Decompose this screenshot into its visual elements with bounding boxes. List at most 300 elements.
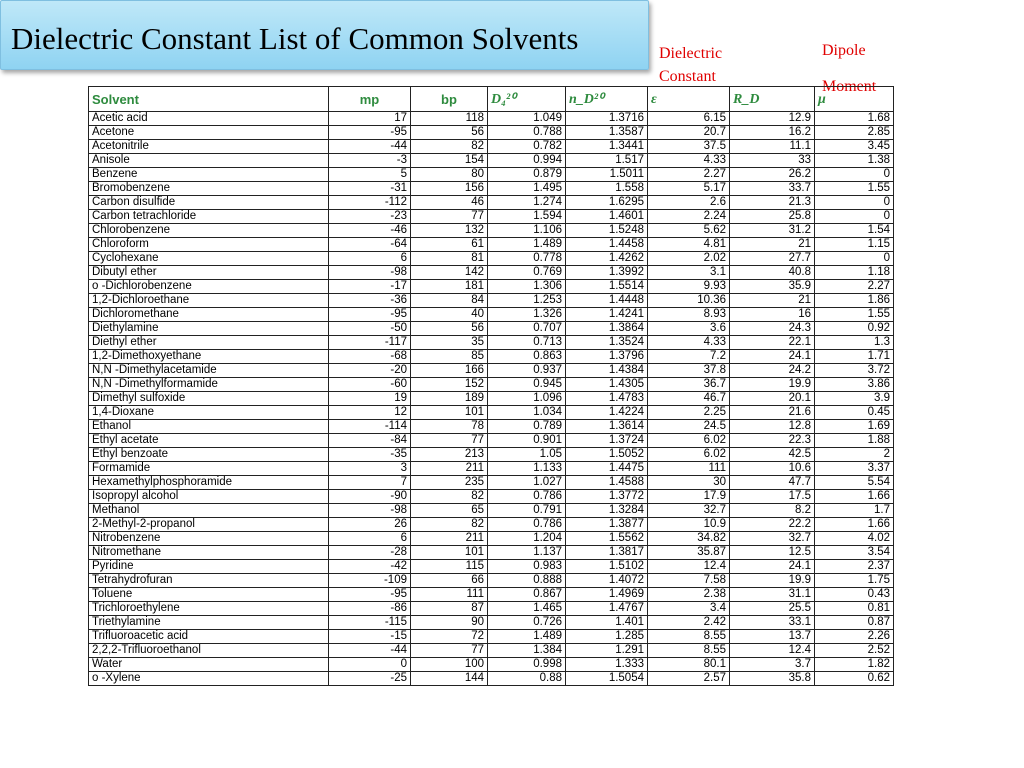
value-cell: 115 — [411, 560, 488, 574]
value-cell: 77 — [411, 434, 488, 448]
solvent-name-cell: 2-Methyl-2-propanol — [89, 518, 329, 532]
value-cell: 2.85 — [815, 126, 894, 140]
value-cell: 1.5248 — [566, 224, 648, 238]
value-cell: 78 — [411, 420, 488, 434]
value-cell: 46.7 — [648, 392, 730, 406]
value-cell: -109 — [329, 574, 411, 588]
value-cell: 22.2 — [730, 518, 815, 532]
value-cell: 111 — [648, 462, 730, 476]
value-cell: 21.6 — [730, 406, 815, 420]
header-refractive-index: n_D²⁰ — [566, 87, 648, 112]
table-row — [89, 266, 894, 280]
value-cell: 3.1 — [648, 266, 730, 280]
table-row — [89, 518, 894, 532]
value-cell: 0 — [329, 658, 411, 672]
value-cell: 65 — [411, 504, 488, 518]
value-cell: 213 — [411, 448, 488, 462]
value-cell: 87 — [411, 602, 488, 616]
value-cell: 152 — [411, 378, 488, 392]
solvent-name-cell: Trifluoroacetic acid — [89, 630, 329, 644]
value-cell: 12.9 — [730, 112, 815, 126]
header-mp: mp — [329, 87, 411, 112]
solvent-name-cell: Carbon disulfide — [89, 196, 329, 210]
value-cell: 0.788 — [488, 126, 566, 140]
table-row — [89, 378, 894, 392]
value-cell: 1.326 — [488, 308, 566, 322]
value-cell: 1.285 — [566, 630, 648, 644]
value-cell: 1.3524 — [566, 336, 648, 350]
value-cell: 11.1 — [730, 140, 815, 154]
solvent-name-cell: Nitromethane — [89, 546, 329, 560]
value-cell: 1.4601 — [566, 210, 648, 224]
value-cell: 81 — [411, 252, 488, 266]
value-cell: 1.18 — [815, 266, 894, 280]
table-row — [89, 196, 894, 210]
value-cell: 30 — [648, 476, 730, 490]
value-cell: -42 — [329, 560, 411, 574]
solvent-name-cell: Diethyl ether — [89, 336, 329, 350]
value-cell: 0.998 — [488, 658, 566, 672]
value-cell: -98 — [329, 266, 411, 280]
value-cell: 0.707 — [488, 322, 566, 336]
value-cell: -60 — [329, 378, 411, 392]
table-row — [89, 350, 894, 364]
header-solvent: Solvent — [89, 87, 329, 112]
table-row — [89, 672, 894, 686]
value-cell: 90 — [411, 616, 488, 630]
value-cell: 3.4 — [648, 602, 730, 616]
value-cell: 1.253 — [488, 294, 566, 308]
value-cell: 8.55 — [648, 630, 730, 644]
value-cell: 4.81 — [648, 238, 730, 252]
value-cell: 13.7 — [730, 630, 815, 644]
value-cell: 22.3 — [730, 434, 815, 448]
value-cell: 34.82 — [648, 532, 730, 546]
value-cell: 2.52 — [815, 644, 894, 658]
value-cell: 2.24 — [648, 210, 730, 224]
solvent-name-cell: Carbon tetrachloride — [89, 210, 329, 224]
header-epsilon: ε — [648, 87, 730, 112]
value-cell: 12.4 — [648, 560, 730, 574]
value-cell: 0.863 — [488, 350, 566, 364]
value-cell: 1.137 — [488, 546, 566, 560]
value-cell: 3.72 — [815, 364, 894, 378]
value-cell: 0 — [815, 196, 894, 210]
value-cell: -84 — [329, 434, 411, 448]
solvent-name-cell: Ethanol — [89, 420, 329, 434]
value-cell: 3.9 — [815, 392, 894, 406]
value-cell: 1.3724 — [566, 434, 648, 448]
value-cell: 36.7 — [648, 378, 730, 392]
table-row — [89, 280, 894, 294]
solvent-name-cell: Ethyl acetate — [89, 434, 329, 448]
value-cell: 1.15 — [815, 238, 894, 252]
table-row — [89, 434, 894, 448]
value-cell: 16.2 — [730, 126, 815, 140]
value-cell: 56 — [411, 126, 488, 140]
value-cell: -23 — [329, 210, 411, 224]
value-cell: -17 — [329, 280, 411, 294]
value-cell: 0.937 — [488, 364, 566, 378]
value-cell: 2.42 — [648, 616, 730, 630]
value-cell: 100 — [411, 658, 488, 672]
value-cell: 1.049 — [488, 112, 566, 126]
value-cell: 12 — [329, 406, 411, 420]
value-cell: -31 — [329, 182, 411, 196]
value-cell: 2.26 — [815, 630, 894, 644]
value-cell: 5.62 — [648, 224, 730, 238]
value-cell: 35 — [411, 336, 488, 350]
value-cell: 84 — [411, 294, 488, 308]
value-cell: 0.45 — [815, 406, 894, 420]
value-cell: 1.4241 — [566, 308, 648, 322]
table-row — [89, 560, 894, 574]
solvent-name-cell: Triethylamine — [89, 616, 329, 630]
value-cell: 1.6295 — [566, 196, 648, 210]
solvent-name-cell: 1,2-Dimethoxyethane — [89, 350, 329, 364]
value-cell: 0.867 — [488, 588, 566, 602]
value-cell: 3.45 — [815, 140, 894, 154]
value-cell: 1.4224 — [566, 406, 648, 420]
value-cell: 0.43 — [815, 588, 894, 602]
header-mu: μ — [815, 87, 894, 112]
value-cell: -98 — [329, 504, 411, 518]
value-cell: 21 — [730, 238, 815, 252]
solvent-name-cell: Isopropyl alcohol — [89, 490, 329, 504]
value-cell: -95 — [329, 126, 411, 140]
value-cell: 42.5 — [730, 448, 815, 462]
value-cell: 8.2 — [730, 504, 815, 518]
value-cell: 17.9 — [648, 490, 730, 504]
value-cell: 37.8 — [648, 364, 730, 378]
value-cell: 5.17 — [648, 182, 730, 196]
value-cell: 21.3 — [730, 196, 815, 210]
value-cell: 1.4767 — [566, 602, 648, 616]
value-cell: 1.204 — [488, 532, 566, 546]
solvent-name-cell: Formamide — [89, 462, 329, 476]
table-row — [89, 112, 894, 126]
value-cell: 0.769 — [488, 266, 566, 280]
value-cell: 82 — [411, 518, 488, 532]
solvent-name-cell: Methanol — [89, 504, 329, 518]
value-cell: 80.1 — [648, 658, 730, 672]
value-cell: -114 — [329, 420, 411, 434]
value-cell: 1.274 — [488, 196, 566, 210]
value-cell: 0 — [815, 168, 894, 182]
value-cell: 1.5514 — [566, 280, 648, 294]
table-row — [89, 168, 894, 182]
solvents-table — [88, 86, 894, 686]
value-cell: -95 — [329, 308, 411, 322]
value-cell: 1.4969 — [566, 588, 648, 602]
value-cell: 1.4384 — [566, 364, 648, 378]
table-row — [89, 588, 894, 602]
value-cell: 82 — [411, 490, 488, 504]
value-cell: 19.9 — [730, 574, 815, 588]
value-cell: 0.87 — [815, 616, 894, 630]
solvent-name-cell: Dimethyl sulfoxide — [89, 392, 329, 406]
table-row — [89, 546, 894, 560]
value-cell: 235 — [411, 476, 488, 490]
value-cell: 1.5052 — [566, 448, 648, 462]
value-cell: 8.93 — [648, 308, 730, 322]
table-row — [89, 602, 894, 616]
solvent-name-cell: Dibutyl ether — [89, 266, 329, 280]
solvent-name-cell: Acetone — [89, 126, 329, 140]
annotation-line: Dipole — [822, 42, 866, 59]
value-cell: 0.88 — [488, 672, 566, 686]
value-cell: 1.3716 — [566, 112, 648, 126]
value-cell: 16 — [730, 308, 815, 322]
value-cell: 1.66 — [815, 518, 894, 532]
value-cell: 35.87 — [648, 546, 730, 560]
value-cell: 25.8 — [730, 210, 815, 224]
table-row — [89, 392, 894, 406]
value-cell: 2 — [815, 448, 894, 462]
value-cell: 6 — [329, 532, 411, 546]
value-cell: 1.69 — [815, 420, 894, 434]
value-cell: 1.3284 — [566, 504, 648, 518]
value-cell: 154 — [411, 154, 488, 168]
table-row — [89, 616, 894, 630]
title-box — [0, 0, 649, 70]
value-cell: 1.3772 — [566, 490, 648, 504]
value-cell: 0.983 — [488, 560, 566, 574]
value-cell: 111 — [411, 588, 488, 602]
value-cell: 7.2 — [648, 350, 730, 364]
value-cell: 56 — [411, 322, 488, 336]
value-cell: 0.81 — [815, 602, 894, 616]
value-cell: 1.86 — [815, 294, 894, 308]
value-cell: 1.3817 — [566, 546, 648, 560]
value-cell: 7 — [329, 476, 411, 490]
value-cell: 12.5 — [730, 546, 815, 560]
annotation-line: Dielectric — [659, 45, 723, 62]
value-cell: 101 — [411, 546, 488, 560]
value-cell: 21 — [730, 294, 815, 308]
value-cell: 189 — [411, 392, 488, 406]
solvent-name-cell: 1,2-Dichloroethane — [89, 294, 329, 308]
value-cell: 82 — [411, 140, 488, 154]
value-cell: 1.4262 — [566, 252, 648, 266]
value-cell: 85 — [411, 350, 488, 364]
value-cell: 1.71 — [815, 350, 894, 364]
value-cell: 1.5562 — [566, 532, 648, 546]
value-cell: 181 — [411, 280, 488, 294]
value-cell: 1.38 — [815, 154, 894, 168]
value-cell: 3 — [329, 462, 411, 476]
value-cell: 4.33 — [648, 336, 730, 350]
value-cell: 1.4458 — [566, 238, 648, 252]
value-cell: 22.1 — [730, 336, 815, 350]
value-cell: -95 — [329, 588, 411, 602]
dielectric-constant-annotation — [659, 42, 722, 88]
value-cell: 1.3877 — [566, 518, 648, 532]
value-cell: 0 — [815, 252, 894, 266]
table-body — [89, 112, 894, 686]
solvent-name-cell: Anisole — [89, 154, 329, 168]
table-row — [89, 364, 894, 378]
value-cell: -46 — [329, 224, 411, 238]
value-cell: -20 — [329, 364, 411, 378]
value-cell: 3.54 — [815, 546, 894, 560]
table-row — [89, 252, 894, 266]
value-cell: 132 — [411, 224, 488, 238]
value-cell: 0.786 — [488, 490, 566, 504]
value-cell: 0.945 — [488, 378, 566, 392]
value-cell: 1.306 — [488, 280, 566, 294]
value-cell: -28 — [329, 546, 411, 560]
value-cell: 24.2 — [730, 364, 815, 378]
table-row — [89, 308, 894, 322]
value-cell: 17 — [329, 112, 411, 126]
value-cell: 7.58 — [648, 574, 730, 588]
value-cell: 19.9 — [730, 378, 815, 392]
solvent-name-cell: Diethylamine — [89, 322, 329, 336]
table-row — [89, 658, 894, 672]
header-molar-refraction: R_D — [730, 87, 815, 112]
solvent-name-cell: 2,2,2-Trifluoroethanol — [89, 644, 329, 658]
solvent-name-cell: Nitrobenzene — [89, 532, 329, 546]
value-cell: 26.2 — [730, 168, 815, 182]
value-cell: 1.4305 — [566, 378, 648, 392]
value-cell: 1.4475 — [566, 462, 648, 476]
value-cell: 0.994 — [488, 154, 566, 168]
value-cell: 27.7 — [730, 252, 815, 266]
value-cell: -3 — [329, 154, 411, 168]
value-cell: 1.495 — [488, 182, 566, 196]
solvent-name-cell: Chloroform — [89, 238, 329, 252]
value-cell: -90 — [329, 490, 411, 504]
value-cell: 24.1 — [730, 560, 815, 574]
value-cell: 35.8 — [730, 672, 815, 686]
value-cell: 20.1 — [730, 392, 815, 406]
value-cell: 1.106 — [488, 224, 566, 238]
value-cell: 4.02 — [815, 532, 894, 546]
value-cell: 2.25 — [648, 406, 730, 420]
value-cell: 1.75 — [815, 574, 894, 588]
solvent-name-cell: o -Dichlorobenzene — [89, 280, 329, 294]
annotation-line: Moment — [822, 78, 877, 95]
value-cell: 0.888 — [488, 574, 566, 588]
value-cell: 144 — [411, 672, 488, 686]
value-cell: 1.5011 — [566, 168, 648, 182]
value-cell: 1.133 — [488, 462, 566, 476]
value-cell: 1.401 — [566, 616, 648, 630]
solvent-name-cell: Bromobenzene — [89, 182, 329, 196]
value-cell: 1.594 — [488, 210, 566, 224]
value-cell: 40.8 — [730, 266, 815, 280]
value-cell: 1.384 — [488, 644, 566, 658]
value-cell: 1.66 — [815, 490, 894, 504]
value-cell: 31.2 — [730, 224, 815, 238]
value-cell: 1.54 — [815, 224, 894, 238]
value-cell: 1.3864 — [566, 322, 648, 336]
value-cell: 1.465 — [488, 602, 566, 616]
value-cell: 26 — [329, 518, 411, 532]
value-cell: 1.7 — [815, 504, 894, 518]
table-row — [89, 140, 894, 154]
value-cell: 6.15 — [648, 112, 730, 126]
value-cell: 1.558 — [566, 182, 648, 196]
value-cell: 0.901 — [488, 434, 566, 448]
value-cell: 10.9 — [648, 518, 730, 532]
solvent-name-cell: Acetonitrile — [89, 140, 329, 154]
value-cell: 2.27 — [815, 280, 894, 294]
table-row — [89, 476, 894, 490]
value-cell: 31.1 — [730, 588, 815, 602]
value-cell: -68 — [329, 350, 411, 364]
value-cell: -115 — [329, 616, 411, 630]
value-cell: 1.3 — [815, 336, 894, 350]
value-cell: 33.7 — [730, 182, 815, 196]
value-cell: 0.726 — [488, 616, 566, 630]
table-row — [89, 448, 894, 462]
value-cell: 9.93 — [648, 280, 730, 294]
value-cell: 3.6 — [648, 322, 730, 336]
table-row — [89, 322, 894, 336]
table-row — [89, 644, 894, 658]
value-cell: -117 — [329, 336, 411, 350]
value-cell: 2.38 — [648, 588, 730, 602]
value-cell: 20.7 — [648, 126, 730, 140]
value-cell: 1.68 — [815, 112, 894, 126]
value-cell: -35 — [329, 448, 411, 462]
value-cell: 1.3587 — [566, 126, 648, 140]
value-cell: 3.7 — [730, 658, 815, 672]
value-cell: 1.88 — [815, 434, 894, 448]
table-row — [89, 420, 894, 434]
value-cell: 12.8 — [730, 420, 815, 434]
value-cell: 10.36 — [648, 294, 730, 308]
header-density: D₄²⁰ — [488, 87, 566, 112]
value-cell: 1.4588 — [566, 476, 648, 490]
table-row — [89, 224, 894, 238]
slide-title: Dielectric Constant List of Common Solvents — [11, 21, 579, 56]
value-cell: 4.33 — [648, 154, 730, 168]
value-cell: 33 — [730, 154, 815, 168]
value-cell: 6.02 — [648, 448, 730, 462]
value-cell: 66 — [411, 574, 488, 588]
table-row — [89, 182, 894, 196]
value-cell: 101 — [411, 406, 488, 420]
value-cell: 6.02 — [648, 434, 730, 448]
solvent-name-cell: Benzene — [89, 168, 329, 182]
value-cell: 24.1 — [730, 350, 815, 364]
table-row — [89, 504, 894, 518]
header-bp: bp — [411, 87, 488, 112]
table-row — [89, 126, 894, 140]
value-cell: 1.82 — [815, 658, 894, 672]
table-row — [89, 238, 894, 252]
value-cell: 32.7 — [730, 532, 815, 546]
solvent-name-cell: Toluene — [89, 588, 329, 602]
value-cell: -15 — [329, 630, 411, 644]
value-cell: 25.5 — [730, 602, 815, 616]
solvent-name-cell: Tetrahydrofuran — [89, 574, 329, 588]
solvent-name-cell: Water — [89, 658, 329, 672]
value-cell: 1.5102 — [566, 560, 648, 574]
solvent-name-cell: Ethyl benzoate — [89, 448, 329, 462]
value-cell: 1.3796 — [566, 350, 648, 364]
table-row — [89, 630, 894, 644]
value-cell: 1.3441 — [566, 140, 648, 154]
value-cell: 1.55 — [815, 182, 894, 196]
value-cell: 8.55 — [648, 644, 730, 658]
value-cell: 0.92 — [815, 322, 894, 336]
value-cell: 1.55 — [815, 308, 894, 322]
solvent-name-cell: Hexamethylphosphoramide — [89, 476, 329, 490]
